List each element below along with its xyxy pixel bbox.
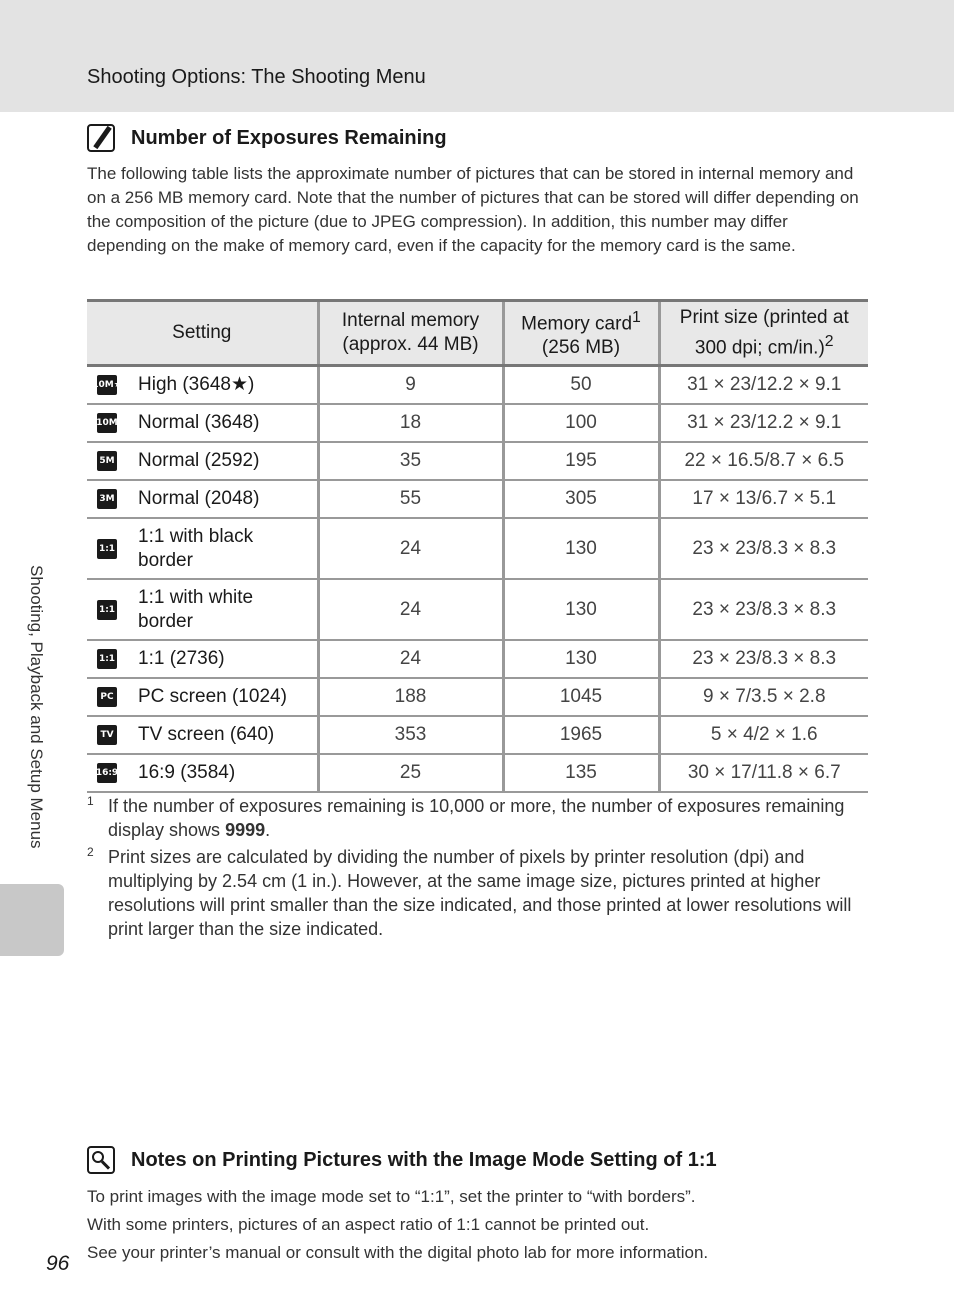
memory-card-cell: 130	[503, 640, 659, 678]
section-title-exposures: Number of Exposures Remaining	[131, 126, 447, 149]
print-size-cell: 23 × 23/8.3 × 8.3	[659, 640, 868, 678]
image-mode-icon: 5M	[97, 451, 117, 471]
image-mode-icon: PC	[97, 687, 117, 707]
col-header-card-line1: Memory card	[521, 313, 633, 335]
internal-memory-cell: 24	[318, 640, 503, 678]
table-row	[87, 442, 868, 480]
setting-label: Normal (2048)	[138, 488, 260, 509]
print-size-cell: 17 × 13/6.7 × 5.1	[659, 480, 868, 518]
footnotes	[87, 794, 867, 941]
note-line: See your printer’s manual or consult with the digital photo lab for more information.	[87, 1243, 709, 1262]
col-header-setting	[87, 301, 318, 366]
internal-memory-cell: 35	[318, 442, 503, 480]
magnifier-icon	[87, 1146, 115, 1174]
setting-label: Normal (2592)	[138, 450, 260, 471]
col-header-print-line2: 300 dpi; cm/in.)	[694, 337, 825, 359]
header-title: Shooting Options: The Shooting Menu	[87, 66, 426, 88]
table-row	[87, 716, 868, 754]
pencil-icon	[87, 124, 115, 152]
footnote-ref-1: 1	[632, 308, 641, 326]
setting-cell	[87, 716, 318, 754]
print-size-cell: 31 × 23/12.2 × 9.1	[659, 404, 868, 442]
internal-memory-cell: 25	[318, 754, 503, 792]
setting-cell	[87, 678, 318, 716]
printing-notes	[87, 1183, 708, 1267]
note-line: With some printers, pictures of an aspect ratio of 1:1 cannot be printed out.	[87, 1215, 650, 1234]
memory-card-cell: 135	[503, 754, 659, 792]
footnote-1	[87, 794, 867, 842]
setting-cell	[87, 404, 318, 442]
section-header-printing-notes	[87, 1146, 717, 1174]
footnote-number: 2	[87, 845, 94, 859]
footnote-2	[87, 845, 867, 941]
setting-label: 1:1 (2736)	[138, 648, 225, 669]
memory-card-cell: 195	[503, 442, 659, 480]
setting-label: TV screen (640)	[138, 724, 275, 745]
internal-memory-cell: 18	[318, 404, 503, 442]
table-row	[87, 640, 868, 678]
internal-memory-cell: 353	[318, 716, 503, 754]
table-row	[87, 754, 868, 792]
print-size-cell: 31 × 23/12.2 × 9.1	[659, 366, 868, 405]
image-mode-icon: 1:1	[97, 539, 117, 559]
internal-memory-cell: 24	[318, 518, 503, 579]
setting-label: 1:1 with white border	[138, 586, 254, 632]
setting-cell	[87, 480, 318, 518]
section-header-exposures	[87, 124, 447, 152]
table-row	[87, 579, 868, 640]
table-row	[87, 518, 868, 579]
print-size-cell: 9 × 7/3.5 × 2.8	[659, 678, 868, 716]
table-header-row	[87, 301, 868, 366]
col-header-card-line2: (256 MB)	[541, 337, 621, 359]
print-size-cell: 23 × 23/8.3 × 8.3	[659, 518, 868, 579]
footnote-ref-2: 2	[824, 332, 834, 350]
footnote-text-before: If the number of exposures remaining is 10,000 or more, the number of exposures remaining display shows	[108, 796, 845, 840]
setting-cell	[87, 366, 318, 405]
print-size-cell: 23 × 23/8.3 × 8.3	[659, 579, 868, 640]
image-mode-icon: 10M★	[97, 375, 117, 395]
print-size-cell: 30 × 17/11.8 × 6.7	[659, 754, 868, 792]
note-line: To print images with the image mode set to “1:1”, set the printer to “with borders”.	[87, 1187, 696, 1206]
footnote-text	[108, 794, 867, 842]
col-header-print	[659, 301, 868, 366]
memory-card-cell: 130	[503, 518, 659, 579]
side-section-tab	[0, 884, 64, 956]
footnote-text: Print sizes are calculated by dividing the number of pixels by printer resolution (dpi) and multiplying by 2.54 cm (1 in.). However, at the same image size, pictures printed at higher resolutions will print smaller than the size indicated, and those printed at lower resolutions will print larger than the size indicated.	[108, 847, 852, 939]
col-header-internal	[318, 301, 503, 366]
internal-memory-cell: 188	[318, 678, 503, 716]
image-mode-icon: 3M	[97, 489, 117, 509]
setting-cell	[87, 442, 318, 480]
section-title-printing-notes: Notes on Printing Pictures with the Image Mode Setting of 1:1	[131, 1148, 717, 1171]
table-row	[87, 678, 868, 716]
setting-label: High (3648★)	[138, 374, 255, 395]
table-row	[87, 404, 868, 442]
setting-label: Normal (3648)	[138, 412, 260, 433]
image-mode-icon: 16:9	[97, 763, 117, 783]
page-number: 96	[46, 1252, 70, 1275]
image-mode-icon: 10M	[97, 413, 117, 433]
footnote-bold-value: 9999	[225, 820, 266, 840]
internal-memory-cell: 24	[318, 579, 503, 640]
internal-memory-cell: 9	[318, 366, 503, 405]
col-header-setting-label: Setting	[172, 322, 232, 343]
memory-card-cell: 130	[503, 579, 659, 640]
print-size-cell: 5 × 4/2 × 1.6	[659, 716, 868, 754]
setting-label: PC screen (1024)	[138, 686, 287, 707]
internal-memory-cell: 55	[318, 480, 503, 518]
memory-card-cell: 1965	[503, 716, 659, 754]
header-band	[0, 0, 954, 112]
side-section-label: Shooting, Playback and Setup Menus	[27, 565, 46, 849]
col-header-internal-line2: (approx. 44 MB)	[342, 334, 479, 355]
exposures-table	[87, 299, 868, 793]
setting-cell	[87, 754, 318, 792]
footnote-text-after: .	[265, 820, 271, 840]
table-row	[87, 366, 868, 405]
image-mode-icon: TV	[97, 725, 117, 745]
memory-card-cell: 100	[503, 404, 659, 442]
print-size-cell: 22 × 16.5/8.7 × 6.5	[659, 442, 868, 480]
memory-card-cell: 1045	[503, 678, 659, 716]
setting-cell	[87, 518, 318, 579]
col-header-internal-line1: Internal memory	[341, 310, 480, 331]
setting-label: 1:1 with black border	[138, 525, 254, 571]
image-mode-icon: 1:1	[97, 600, 117, 620]
setting-cell	[87, 579, 318, 640]
image-mode-icon: 1:1	[97, 649, 117, 669]
intro-paragraph: The following table lists the approximate number of pictures that can be stored in internal memory and on a 256 MB memory card. Note that the number of pictures that can be stored will differ depending on the composition of the picture (due to JPEG compression). In addition, this number may differ depending on the make of memory card, even if the capacity for the memory card is the same.	[87, 164, 859, 255]
col-header-print-line1: Print size (printed at	[679, 306, 849, 328]
col-header-card	[503, 301, 659, 366]
footnote-number: 1	[87, 794, 94, 808]
setting-label: 16:9 (3584)	[138, 762, 236, 783]
setting-cell	[87, 640, 318, 678]
memory-card-cell: 50	[503, 366, 659, 405]
memory-card-cell: 305	[503, 480, 659, 518]
table-row	[87, 480, 868, 518]
